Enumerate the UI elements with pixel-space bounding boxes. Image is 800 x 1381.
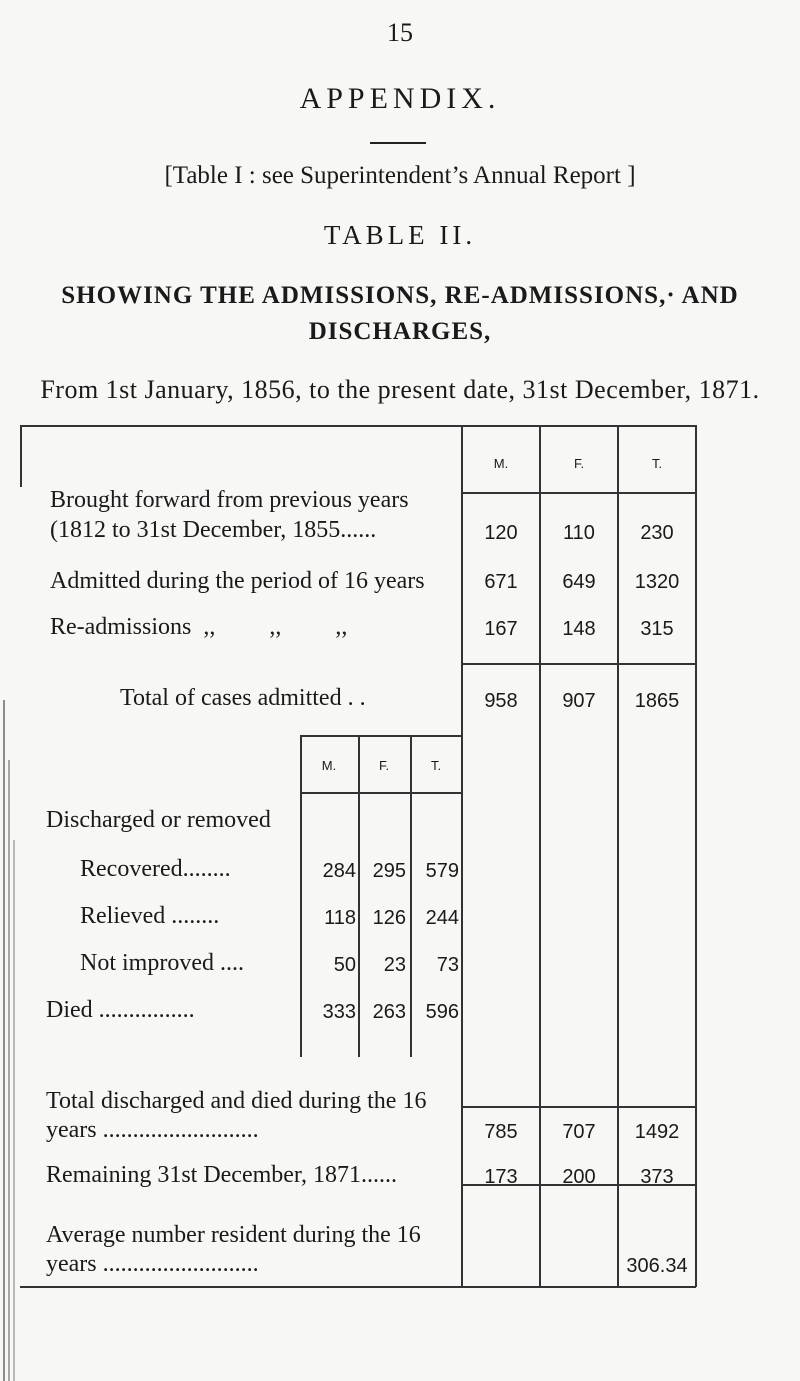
header-t: T. (651, 456, 663, 471)
column-divider-t (617, 425, 619, 1287)
appendix-title: APPENDIX. (299, 82, 501, 115)
total-discharged-label-2: years .......................... (46, 1117, 259, 1143)
page-edge-line-3 (13, 840, 15, 1381)
subtable-header-t: T. (430, 758, 442, 773)
table-note: [Table I : see Superintendent’s Annual Report ] (164, 162, 636, 189)
not-improved-f: 23 (383, 954, 406, 976)
died-t: 596 (425, 1001, 459, 1023)
subtable-header-f: F. (378, 758, 390, 773)
remaining-f: 200 (562, 1166, 596, 1188)
remaining-t: 373 (640, 1166, 674, 1188)
subtable-top-rule (300, 735, 462, 737)
brought-forward-label-2: (1812 to 31st December, 1855...... (50, 517, 377, 543)
readmissions-f: 148 (562, 618, 596, 640)
heading-line-1: SHOWING THE ADMISSIONS, RE-ADMISSIONS,· AND (61, 282, 739, 309)
sum-rule-remaining (462, 1106, 696, 1108)
admitted-t: 1320 (634, 571, 680, 593)
relieved-t: 244 (425, 907, 459, 929)
sum-rule-admitted (462, 663, 696, 665)
admitted-label: Admitted during the period of 16 years (50, 568, 425, 594)
table-bottom-border (20, 1286, 696, 1288)
average-label-1: Average number resident during the 16 (46, 1222, 421, 1248)
recovered-label: Recovered........ (80, 856, 231, 882)
column-divider-right (695, 425, 697, 1287)
not-improved-m: 50 (333, 954, 356, 976)
died-label: Died ................ (46, 997, 195, 1023)
brought-forward-label-1: Brought forward from previous years (50, 487, 409, 513)
average-label-2: years .......................... (46, 1251, 259, 1277)
date-range: From 1st January, 1856, to the present date, 31st December, 1871. (40, 375, 760, 404)
total-discharged-t: 1492 (634, 1121, 680, 1143)
page-edge-line-2 (8, 760, 10, 1381)
table-top-border (20, 425, 696, 427)
total-admitted-label: Total of cases admitted . . (120, 685, 366, 711)
subtable-header-rule (300, 792, 462, 794)
brought-forward-f: 110 (563, 522, 595, 544)
recovered-f: 295 (372, 860, 406, 882)
table-left-border (20, 425, 22, 487)
total-admitted-f: 907 (562, 690, 596, 712)
remaining-m: 173 (484, 1166, 518, 1188)
page-edge-line-1 (3, 700, 5, 1381)
column-divider-f (539, 425, 541, 1287)
total-discharged-label-1: Total discharged and died during the 16 (46, 1088, 427, 1114)
total-discharged-f: 707 (562, 1121, 596, 1143)
readmissions-label: Re-admissions ,, ,, ,, (50, 614, 348, 640)
died-m: 333 (322, 1001, 356, 1023)
readmissions-m: 167 (484, 618, 518, 640)
admitted-m: 671 (484, 571, 518, 593)
admitted-f: 649 (562, 571, 596, 593)
not-improved-label: Not improved .... (80, 950, 244, 976)
header-f: F. (573, 456, 585, 471)
brought-forward-m: 120 (484, 522, 518, 544)
page-number: 15 (387, 18, 413, 47)
total-admitted-m: 958 (484, 690, 518, 712)
recovered-m: 284 (322, 860, 356, 882)
relieved-label: Relieved ........ (80, 903, 220, 929)
brought-forward-t: 230 (640, 522, 674, 544)
table-title: TABLE II. (323, 220, 477, 250)
readmissions-t: 315 (640, 618, 674, 640)
died-f: 263 (372, 1001, 406, 1023)
total-admitted-t: 1865 (634, 690, 680, 712)
total-discharged-m: 785 (484, 1121, 518, 1143)
heading-line-2: DISCHARGES, (308, 318, 492, 345)
title-rule (370, 142, 426, 144)
header-rule (462, 492, 696, 494)
not-improved-t: 73 (436, 954, 459, 976)
header-m: M. (493, 456, 509, 471)
subtable-header-m: M. (321, 758, 337, 773)
relieved-f: 126 (372, 907, 406, 929)
average-t: 306.34 (626, 1255, 688, 1277)
discharged-label: Discharged or removed (46, 807, 271, 833)
recovered-t: 579 (425, 860, 459, 882)
relieved-m: 118 (324, 907, 356, 929)
column-divider-m (461, 425, 463, 1287)
remaining-label: Remaining 31st December, 1871...... (46, 1162, 397, 1188)
